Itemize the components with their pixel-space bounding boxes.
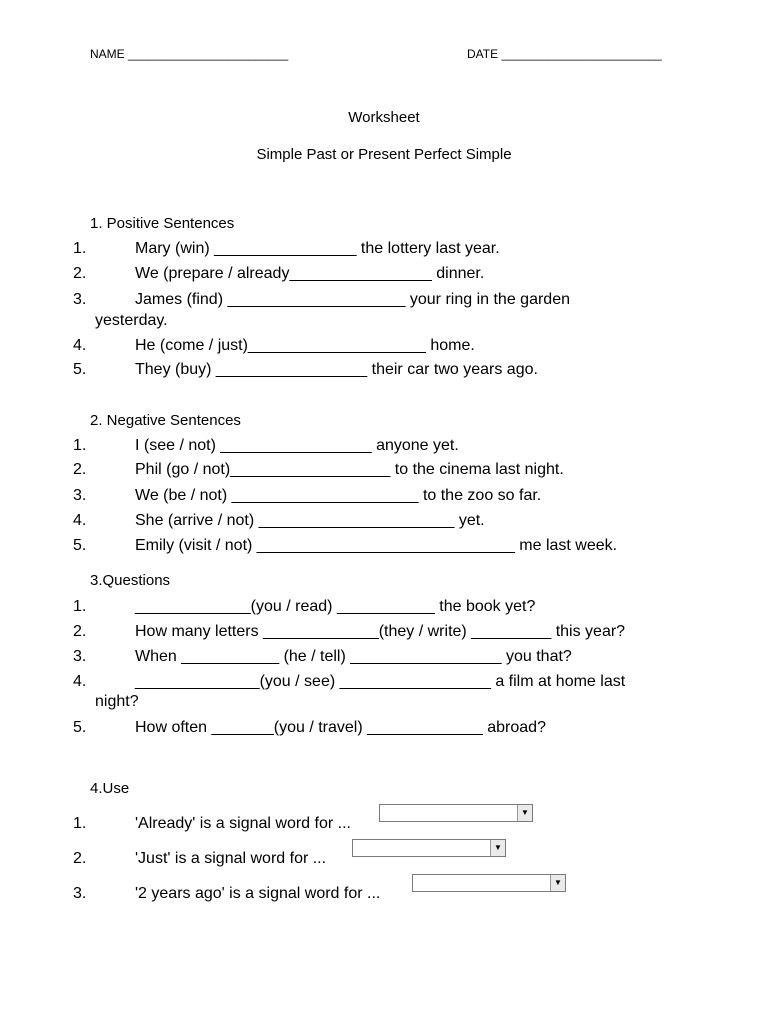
item-text: 'Just' is a signal word for ... bbox=[135, 850, 327, 867]
list-item bbox=[0, 648, 768, 670]
item-text: _____________(you / read) ___________ the book yet? bbox=[135, 598, 536, 615]
item-number: 3. bbox=[73, 885, 87, 902]
item-text: Phil (go / not)__________________ to the cinema last night. bbox=[135, 461, 564, 478]
item-number: 4. bbox=[73, 337, 87, 354]
list-item bbox=[0, 265, 768, 287]
item-number: 5. bbox=[73, 537, 87, 554]
item-number: 1. bbox=[73, 598, 87, 615]
list-item bbox=[0, 487, 768, 509]
list-item bbox=[0, 598, 768, 620]
answer-dropdown[interactable] bbox=[412, 874, 566, 892]
section-heading-negative: 2. Negative Sentences bbox=[90, 412, 241, 429]
answer-dropdown[interactable] bbox=[352, 839, 506, 857]
item-text: James (find) ____________________ your ring in the garden bbox=[135, 291, 570, 308]
item-text: He (come / just)____________________ home. bbox=[135, 337, 475, 354]
item-text: '2 years ago' is a signal word for ... bbox=[135, 885, 381, 902]
item-number: 2. bbox=[73, 461, 87, 478]
item-number: 2. bbox=[73, 265, 87, 282]
item-number: 5. bbox=[73, 361, 87, 378]
list-item bbox=[0, 361, 768, 383]
item-number: 1. bbox=[73, 240, 87, 257]
list-item bbox=[0, 461, 768, 483]
list-item bbox=[0, 719, 768, 741]
item-text: We (prepare / already________________ dinner. bbox=[135, 265, 485, 282]
name-field: NAME ________________________ bbox=[90, 47, 289, 61]
item-text: Mary (win) ________________ the lottery last year. bbox=[135, 240, 500, 257]
date-field: DATE ________________________ bbox=[467, 47, 662, 61]
list-item bbox=[0, 240, 768, 262]
page-title: Worksheet bbox=[348, 109, 420, 126]
list-item bbox=[0, 437, 768, 459]
item-text: How many letters _____________(they / write) _________ this year? bbox=[135, 623, 626, 640]
list-item bbox=[0, 623, 768, 645]
item-number: 2. bbox=[73, 623, 87, 640]
list-item bbox=[0, 291, 768, 313]
item-text: We (be / not) _____________________ to the zoo so far. bbox=[135, 487, 542, 504]
item-text: She (arrive / not) ______________________ yet. bbox=[135, 512, 485, 529]
item-text: They (buy) _________________ their car two years ago. bbox=[135, 361, 538, 378]
item-number: 2. bbox=[73, 850, 87, 867]
item-continuation: yesterday. bbox=[95, 312, 168, 329]
list-item bbox=[0, 512, 768, 534]
item-text: ______________(you / see) _________________ a film at home last bbox=[135, 673, 626, 690]
item-number: 1. bbox=[73, 815, 87, 832]
item-number: 4. bbox=[73, 512, 87, 529]
item-number: 3. bbox=[73, 648, 87, 665]
list-item bbox=[0, 843, 768, 872]
item-number: 4. bbox=[73, 673, 87, 690]
list-item bbox=[0, 537, 768, 559]
page-subtitle: Simple Past or Present Perfect Simple bbox=[256, 146, 512, 163]
answer-dropdown[interactable] bbox=[379, 804, 533, 822]
item-number: 5. bbox=[73, 719, 87, 736]
item-continuation: night? bbox=[95, 693, 139, 710]
chevron-down-icon[interactable]: ▼ bbox=[517, 805, 532, 821]
section-heading-positive: 1. Positive Sentences bbox=[90, 215, 235, 232]
item-text: 'Already' is a signal word for ... bbox=[135, 815, 351, 832]
item-text: How often _______(you / travel) _____________ abroad? bbox=[135, 719, 546, 736]
item-text: When ___________ (he / tell) _________________ you that? bbox=[135, 648, 572, 665]
item-number: 3. bbox=[73, 487, 87, 504]
section-heading-use: 4.Use bbox=[90, 780, 130, 797]
chevron-down-icon[interactable]: ▼ bbox=[550, 875, 565, 891]
item-text: I (see / not) _________________ anyone yet. bbox=[135, 437, 459, 454]
item-number: 1. bbox=[73, 437, 87, 454]
item-text: Emily (visit / not) _____________________________ me last week. bbox=[135, 537, 618, 554]
item-number: 3. bbox=[73, 291, 87, 308]
list-item bbox=[0, 808, 768, 837]
list-item bbox=[0, 337, 768, 359]
chevron-down-icon[interactable]: ▼ bbox=[490, 840, 505, 856]
list-item bbox=[0, 878, 768, 907]
list-item bbox=[0, 673, 768, 695]
section-heading-questions: 3.Questions bbox=[90, 572, 171, 589]
